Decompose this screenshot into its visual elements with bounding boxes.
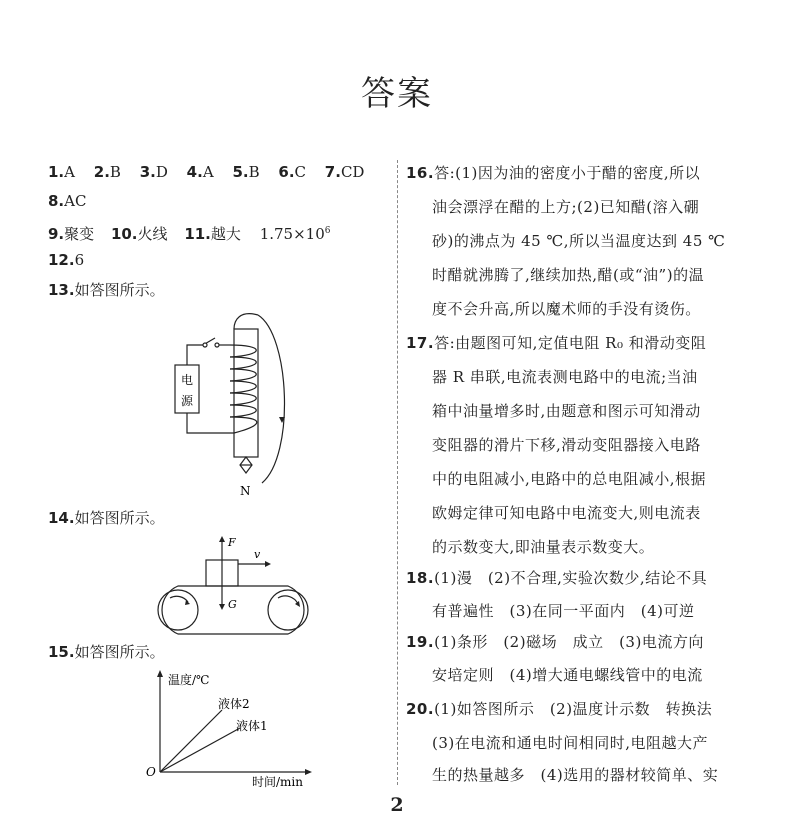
answer-text: (1)条形 (2)磁场 成立 (3)电流方向 [434,633,704,651]
source-label: 电 [181,373,194,387]
q16-line [432,265,704,285]
q18-line [432,601,695,621]
answer-text: 生的热量越多 (4)选用的器材较简单、实 [432,766,719,784]
answer-text: 有普遍性 (3)在同一平面内 (4)可逆 [432,602,695,620]
q-number: 20. [406,700,435,718]
answer-text: 答:(1)因为油的密度小于醋的密度,所以 [434,164,701,182]
force-label-g: G [228,598,237,611]
answer-text: 器 R 串联,电流表测电路中的电流;当油 [432,368,698,386]
q-number: 15. [48,643,75,661]
answer: 聚变 [64,225,95,243]
q16-line [406,163,700,183]
q-number: 5. [232,163,249,181]
answer: A [64,163,75,181]
page-number: 2 [390,794,404,816]
arrow-up-icon [219,536,225,542]
source-label: 源 [181,394,194,408]
figure-15-graph [140,668,330,790]
q16-line [432,231,725,251]
q17-line [406,333,706,353]
series-label: 液体2 [218,697,250,711]
q17-line [432,469,706,489]
q-number: 7. [324,163,341,181]
answer-text: (3)在电流和通电时间相同时,电阻越大产 [432,734,709,752]
field-line [258,315,284,483]
q16-line [432,197,699,217]
force-label-f: F [228,536,236,549]
answer: 越大 [210,225,241,243]
q17-line [432,401,701,421]
answer-line-15 [48,642,165,662]
answer-text: 度不会升高,所以魔术师的手没有烫伤。 [432,300,701,318]
q17-line [432,537,654,557]
answer-text: 中的电阻减小,电路中的总电阻减小,根据 [432,470,707,488]
q-number: 9. [48,225,65,243]
answer: 6 [74,251,85,269]
answer-line-8 [48,191,86,211]
answer: C [294,163,307,181]
q-number: 19. [406,633,435,651]
q-number: 17. [406,334,435,352]
q20-line [432,733,708,753]
series-label: 液体1 [236,719,268,733]
answer-text: 的示数变大,即油量表示数变大。 [432,538,655,556]
q19-line [406,632,704,652]
answer: 如答图所示。 [74,281,165,299]
figure-14-conveyor [148,532,318,637]
q-number: 18. [406,569,435,587]
answer: A [202,163,214,181]
answer: CD [340,163,365,181]
x-arrow-icon [305,769,312,775]
answer-line-12 [48,250,84,270]
arrow-down-icon [219,604,225,610]
answer: 如答图所示。 [74,643,165,661]
answer: B [248,163,260,181]
answer-text: (1)如答图所示 (2)温度计示数 转换法 [434,700,713,718]
q19-line [432,665,703,685]
answer-text: 砂)的沸点为 45 ℃,所以当温度达到 45 ℃ [432,232,726,250]
q17-line [432,503,701,523]
y-arrow-icon [157,670,163,677]
answer-line-13 [48,280,165,300]
page-title: 答案 [361,74,433,114]
q-number: 1. [48,163,65,181]
answer: 如答图所示。 [74,509,165,527]
q17-line [432,435,701,455]
answer: 火线 [137,225,168,243]
q-number: 13. [48,281,75,299]
answer: AC [64,192,87,210]
exponent: 6 [324,226,331,236]
q-number: 4. [186,163,203,181]
answer-text: 油会漂浮在醋的上方;(2)已知醋(溶入硼 [432,198,700,216]
q-number: 3. [139,163,156,181]
answer-line-9-11 [48,221,330,244]
compass-pole-label: N [240,484,251,498]
q-number: 12. [48,251,75,269]
velocity-label: v [254,548,261,561]
q-number: 14. [48,509,75,527]
answer: D [155,163,168,181]
answer-line-1-7 [48,162,364,182]
q16-line [432,299,701,319]
q17-line [432,367,698,387]
answer-text: 欧姆定律可知电路中电流变大,则电流表 [432,504,701,522]
answer-text: 时醋就沸腾了,继续加热,醋(或“油”)的温 [432,266,705,284]
answer-text: 变阻器的滑片下移,滑动变阻器接入电路 [432,436,701,454]
q20-line [406,699,712,719]
answer-value: 1.75×10 [259,225,325,243]
q-number: 2. [93,163,110,181]
answer-text: 箱中油量增多时,由题意和图示可知滑动 [432,402,701,420]
answer-text: (1)漫 (2)不合理,实验次数少,结论不具 [434,569,708,587]
answer: B [109,163,121,181]
line-liquid-2 [160,710,222,772]
origin-label: O [146,765,156,779]
q-number: 8. [48,192,65,210]
x-axis-label: 时间/min [252,775,303,789]
figure-13-solenoid [170,305,300,500]
answer-text: 答:由题图可知,定值电阻 R₀ 和滑动变阻 [434,334,707,352]
q-number: 10. [110,225,138,243]
arrow-right-icon [265,561,271,567]
line-liquid-1 [160,728,240,772]
q-number: 11. [184,225,211,243]
q20-line [432,765,718,785]
y-axis-label: 温度/℃ [168,673,210,687]
q18-line [406,568,707,588]
q-number: 6. [278,163,295,181]
answer-line-14 [48,508,165,528]
column-divider [397,160,398,785]
q-number: 16. [406,164,435,182]
answer-text: 安培定则 (4)增大通电螺线管中的电流 [432,666,703,684]
